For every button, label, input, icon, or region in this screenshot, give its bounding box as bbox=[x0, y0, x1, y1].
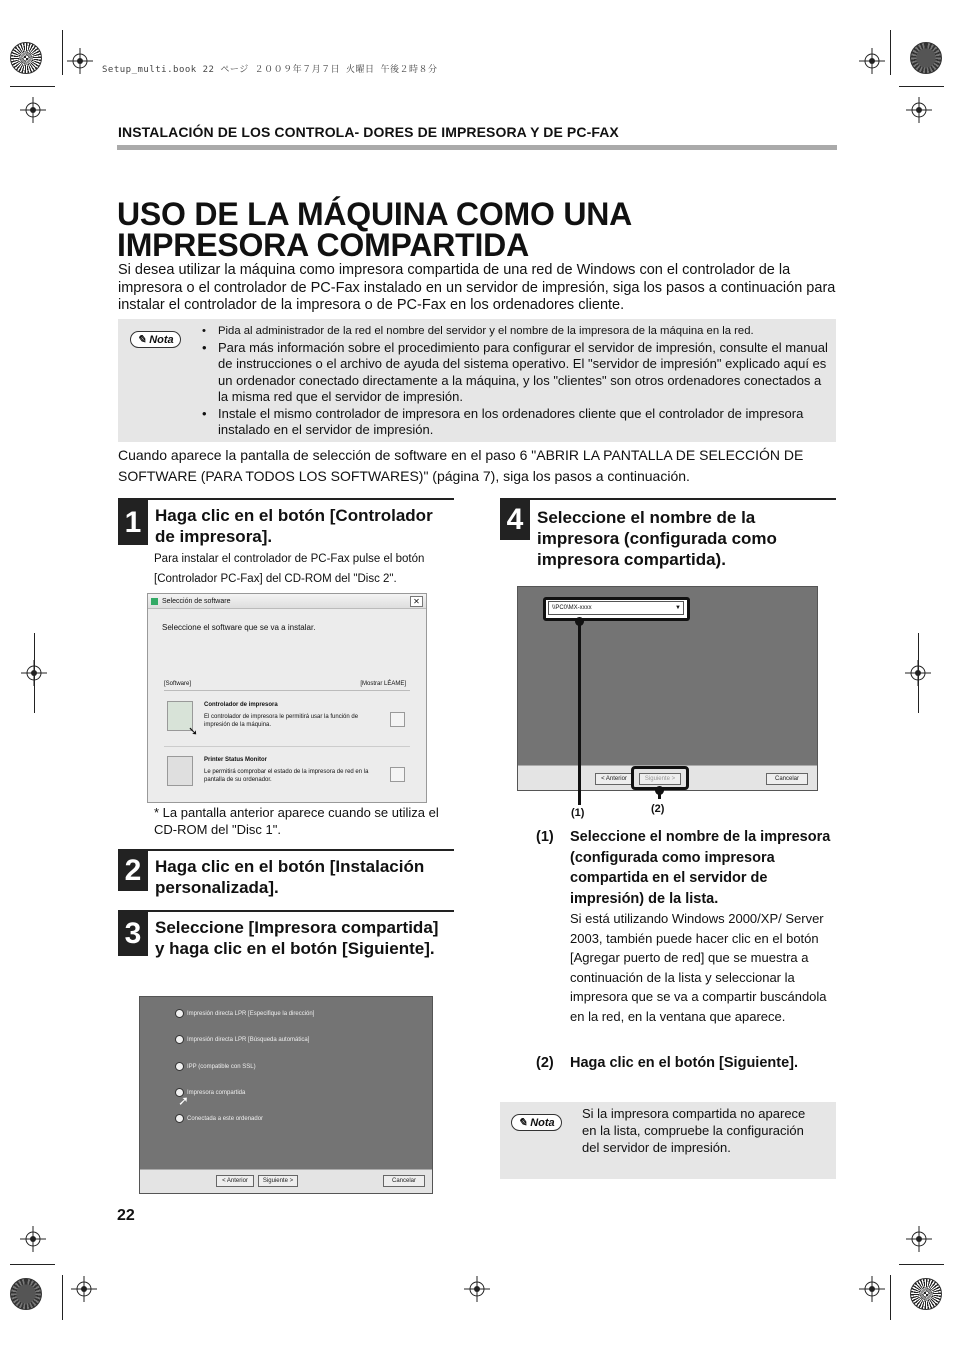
registration-mark-icon bbox=[859, 1276, 885, 1302]
callout-label-1: (1) bbox=[571, 807, 585, 819]
note-list bbox=[198, 323, 830, 439]
callout-line-1 bbox=[578, 620, 581, 805]
cancel-button[interactable]: Cancelar bbox=[766, 773, 808, 785]
note-badge bbox=[511, 1114, 562, 1131]
substep-2-title: Haga clic en el botón [Siguiente]. bbox=[570, 1055, 798, 1071]
button-bar bbox=[518, 765, 817, 790]
next-button[interactable]: Siguiente > bbox=[639, 773, 681, 785]
next-button[interactable]: Siguiente > bbox=[258, 1175, 298, 1187]
page-title bbox=[117, 196, 837, 263]
registration-mark-icon bbox=[20, 97, 46, 123]
step-number: 3 bbox=[118, 912, 148, 956]
connection-type-screenshot bbox=[139, 996, 433, 1194]
window-title-bar bbox=[148, 594, 426, 609]
registration-mark-icon bbox=[464, 1276, 490, 1302]
pencil-icon: ✎ bbox=[518, 1117, 528, 1129]
step-number: 4 bbox=[500, 500, 530, 540]
back-button[interactable]: < Anterior bbox=[216, 1175, 254, 1187]
substep-2-label: (2) bbox=[536, 1055, 554, 1071]
note-box-2 bbox=[500, 1102, 836, 1179]
registration-mark-icon bbox=[20, 1226, 46, 1252]
step-1-footnote: * La pantalla anterior aparece cuando se utiliza el CD-ROM del "Disc 1". bbox=[154, 805, 439, 837]
close-icon[interactable]: ✕ bbox=[410, 596, 423, 607]
radio-local[interactable]: Conectada a este ordenador bbox=[175, 1114, 263, 1123]
substep-1-label: (1) bbox=[536, 829, 554, 845]
note-item: • Instale el mismo controlador de impresora en los ordenadores cliente que el controlador de impresora instalado en el servidor de impresión. bbox=[198, 406, 830, 439]
step-3-header bbox=[118, 910, 454, 982]
item-name: Printer Status Monitor bbox=[204, 757, 268, 763]
cursor-icon: ➘ bbox=[188, 724, 199, 738]
radio-lpr-address[interactable]: Impresión directa LPR [Especifique la dirección] bbox=[175, 1009, 314, 1018]
registration-mark-icon bbox=[21, 660, 47, 686]
divider bbox=[164, 690, 410, 691]
note-badge bbox=[130, 331, 181, 348]
intro-paragraph: Si desea utilizar la máquina como impresora compartida de una red de Windows con el controlador de la impresora o el controlador de PC-Fax instalado en un servidor de impresión, siga los pasos a continuación para instalar el controlador de la impresora o de PC-Fax en los ordenadores cliente. bbox=[118, 262, 836, 313]
step-1-header bbox=[118, 498, 454, 548]
window-title: Selección de software bbox=[162, 598, 231, 605]
pencil-icon: ✎ bbox=[137, 334, 147, 346]
note-box bbox=[118, 319, 836, 442]
printer-name-screenshot bbox=[517, 586, 818, 791]
color-wheel-icon bbox=[910, 1278, 942, 1310]
step-title: Seleccione el nombre de la impresora (configurada como impresora compartida). bbox=[537, 508, 777, 569]
step-1-body: Para instalar el controlador de PC-Fax pulse el botón [Controlador PC-Fax] del CD-ROM del "Disc 2". bbox=[154, 553, 425, 585]
radio-lpr-auto[interactable]: Impresión directa LPR [Búsqueda automática] bbox=[175, 1035, 309, 1044]
print-info: Setup_multi.book 22 ページ ２００９年７月７日 火曜日 午後２時８分 bbox=[102, 65, 438, 75]
item-description: Le permitirá comprobar el estado de la impresora de red en la pantalla de su ordenador. bbox=[204, 769, 369, 783]
note-item: • Para más información sobre el procedimiento para configurar el servidor de impresión, consulte el manual de instrucciones o el archivo de ayuda del sistema operativo. El "servidor de impresión" explicado aquí es un ordenador conectado directamente a la máquina, y los "clientes" son otros ordenadores conectados a la misma red que el servidor de impresión. bbox=[198, 340, 830, 406]
step-title: Haga clic en el botón [Controlador de impresora]. bbox=[155, 506, 433, 546]
back-button[interactable]: < Anterior bbox=[595, 773, 633, 785]
color-wheel-icon bbox=[10, 42, 42, 74]
step-title: Haga clic en el botón [Instalación personalizada]. bbox=[155, 857, 425, 897]
item-name: Controlador de impresora bbox=[204, 702, 278, 708]
step-2-header bbox=[118, 849, 454, 899]
note-text: Si la impresora compartida no aparece en la lista, compruebe la configuración del servidor de impresión. bbox=[582, 1106, 806, 1155]
radio-shared-printer[interactable]: Impresora compartida bbox=[175, 1088, 245, 1097]
substep-1-title: Seleccione el nombre de la impresora (configurada como impresora compartida en el servidor de impresión) de la lista. bbox=[570, 829, 831, 907]
item-description: El controlador de impresora le permitirá usar la función de impresión de la máquina. bbox=[204, 714, 359, 728]
registration-mark-icon bbox=[71, 1276, 97, 1302]
chapter-header: INSTALACIÓN DE LOS CONTROLA- DORES DE IMPRESORA Y DE PC-FAX bbox=[118, 124, 619, 140]
readme-column-header: [Mostrar LÉAME] bbox=[360, 681, 406, 687]
registration-mark-icon bbox=[905, 660, 931, 686]
divider bbox=[164, 746, 410, 747]
step-title: Seleccione [Impresora compartida] y haga clic en el botón [Siguiente]. bbox=[155, 918, 439, 958]
readme-button[interactable] bbox=[390, 767, 405, 782]
cancel-button[interactable]: Cancelar bbox=[383, 1175, 425, 1187]
callout-label-2: (2) bbox=[651, 803, 665, 815]
note-label: Nota bbox=[149, 333, 174, 346]
page-title-line-2: IMPRESORA COMPARTIDA bbox=[117, 227, 530, 263]
app-icon bbox=[151, 598, 158, 605]
chapter-rule bbox=[117, 145, 837, 150]
callout-dot-2 bbox=[655, 786, 664, 795]
readme-button[interactable] bbox=[390, 712, 405, 727]
note-label: Nota bbox=[530, 1116, 555, 1129]
software-column-header: [Software] bbox=[164, 681, 192, 687]
note-item: • Pida al administrador de la red el nombre del servidor y el nombre de la impresora de la máquina en la red. bbox=[198, 323, 830, 340]
page-title-line-1: USO DE LA MÁQUINA COMO UNA bbox=[117, 196, 633, 232]
registration-mark-icon bbox=[67, 48, 93, 74]
substep-1-body: Si está utilizando Windows 2000/XP/ Server 2003, también puede hacer clic en el botón [Agregar puerto de red] que se muestra a continuación de la lista y seleccionar la impresora que se va a compartir buscándola en la red, en la ventana que aparece. bbox=[570, 911, 827, 1024]
color-wheel-icon bbox=[910, 42, 942, 74]
step-number: 1 bbox=[118, 500, 148, 545]
cursor-icon: ➚ bbox=[178, 1093, 189, 1108]
step-4-header bbox=[500, 498, 836, 576]
status-monitor-button[interactable] bbox=[167, 756, 193, 786]
lead-paragraph: Cuando aparece la pantalla de selección de software en el paso 6 "ABRIR LA PANTALLA DE SELECCIÓN DE SOFTWARE (PARA TODOS LOS SOFTWARES)" (página 7), siga los pasos a continuación. bbox=[118, 447, 804, 484]
page-number: 22 bbox=[117, 1207, 135, 1224]
step-number: 2 bbox=[118, 851, 148, 891]
printer-name-value: \\PC0\MX-xxxx bbox=[552, 605, 592, 611]
callout-dot-1 bbox=[575, 617, 584, 626]
chevron-down-icon: ▼ bbox=[675, 605, 681, 611]
registration-mark-icon bbox=[906, 97, 932, 123]
registration-mark-icon bbox=[859, 48, 885, 74]
registration-mark-icon bbox=[906, 1226, 932, 1252]
color-wheel-icon bbox=[10, 1278, 42, 1310]
button-bar bbox=[140, 1169, 432, 1193]
radio-ipp[interactable]: IPP (compatible con SSL) bbox=[175, 1062, 256, 1071]
prompt-text: Seleccione el software que se va a instalar. bbox=[162, 623, 316, 632]
software-selection-screenshot bbox=[147, 593, 427, 803]
printer-select[interactable] bbox=[548, 601, 684, 615]
